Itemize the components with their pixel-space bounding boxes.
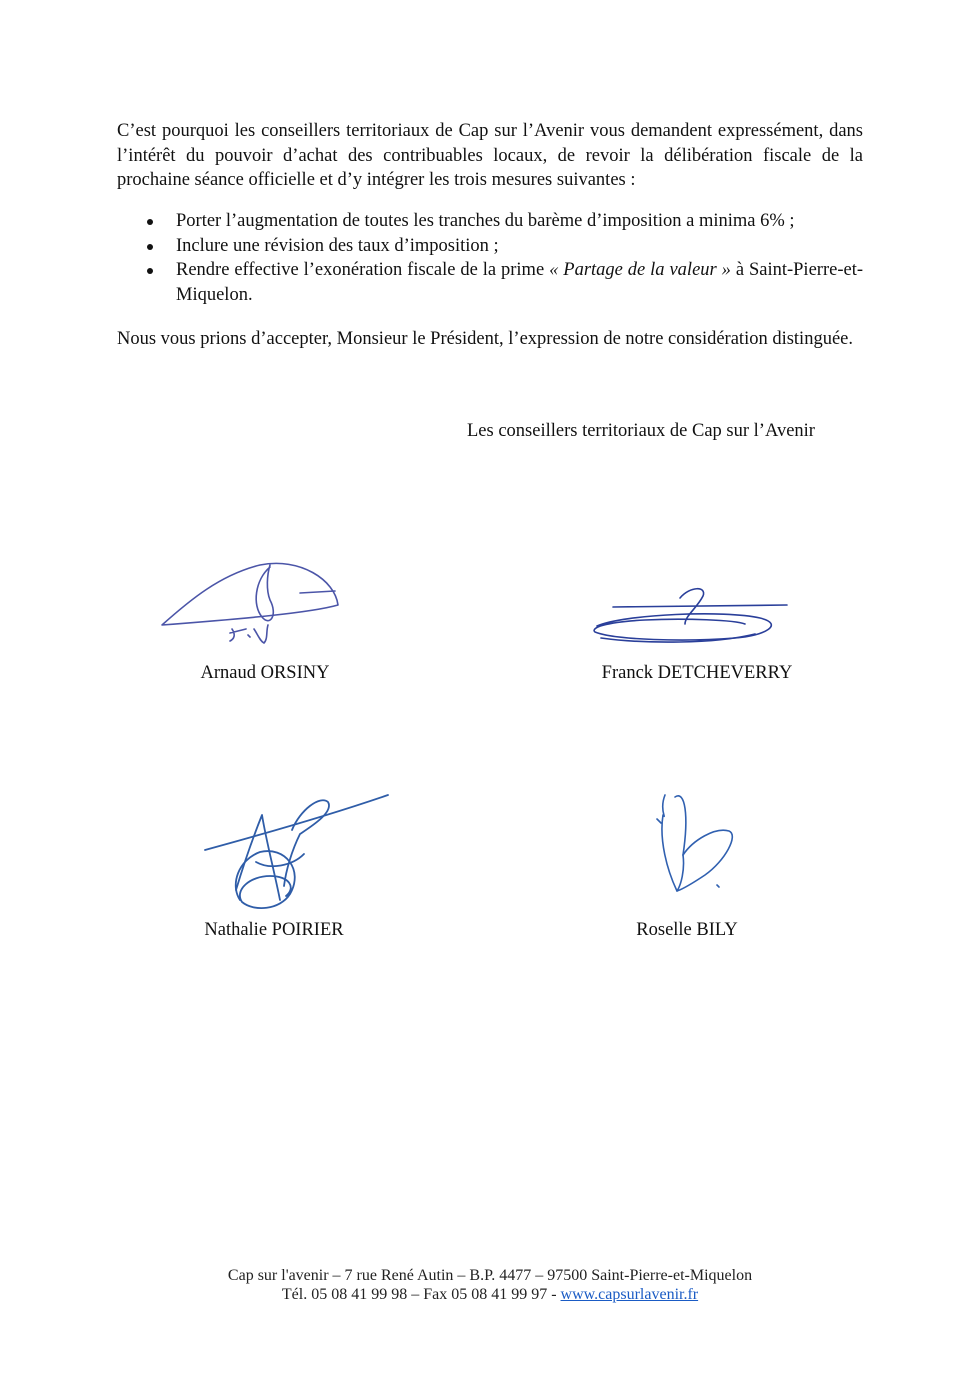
measure-text: Porter l’augmentation de toutes les tranches du barème d’imposition a minima 6% ; [176,211,795,231]
website-link[interactable]: www.capsurlavenir.fr [560,1286,699,1303]
measure-text-after: à Saint-Pierre-et-Miquelon. [176,260,863,305]
bullet-icon [147,244,153,250]
signatory-name: Nathalie POIRIER [204,920,344,940]
closing-paragraph: Nous vous prions d’accepter, Monsieur le Président, l’expression de notre considération distinguée. [117,329,853,349]
measures-list [117,209,863,307]
signature-orsiny [150,555,350,650]
measure-emphasis: « Partage de la valeur » [549,260,731,280]
signatory-name: Roselle BILY [636,920,738,940]
footer-address: Cap sur l'avenir – 7 rue René Autin – B.P. 4477 – 97500 Saint-Pierre-et-Miquelon [227,1267,753,1284]
signatory-name: Franck DETCHEVERRY [601,663,793,683]
signature-detcheverry [585,580,800,650]
measure-item [117,209,863,234]
measure-item [117,234,863,259]
measure-text: Inclure une révision des taux d’imposition ; [176,235,499,256]
bullet-icon [147,268,153,274]
footer-phone-fax: Tél. 05 08 41 99 98 – Fax 05 08 41 99 97 - [281,1286,561,1303]
intro-paragraph: C’est pourquoi les conseillers territoriaux de Cap sur l’Avenir vous demandent expressément, dans l’intérêt du pouvoir d’achat des contribuables locaux, de revoir la délibération fiscale de la prochaine séance officielle et d’y intégrer les trois mesures suivantes : [117,121,863,190]
bullet-icon [147,219,153,225]
signoff-line: Les conseillers territoriaux de Cap sur l’Avenir [467,421,815,441]
measure-text-before: Rendre effective l’exonération fiscale de la prime [176,260,550,280]
signature-bily [645,785,755,900]
signature-poirier [200,790,395,915]
footer-contact [0,1285,980,1304]
signatory-name: Arnaud ORSINY [200,663,330,683]
measure-item [117,258,863,307]
